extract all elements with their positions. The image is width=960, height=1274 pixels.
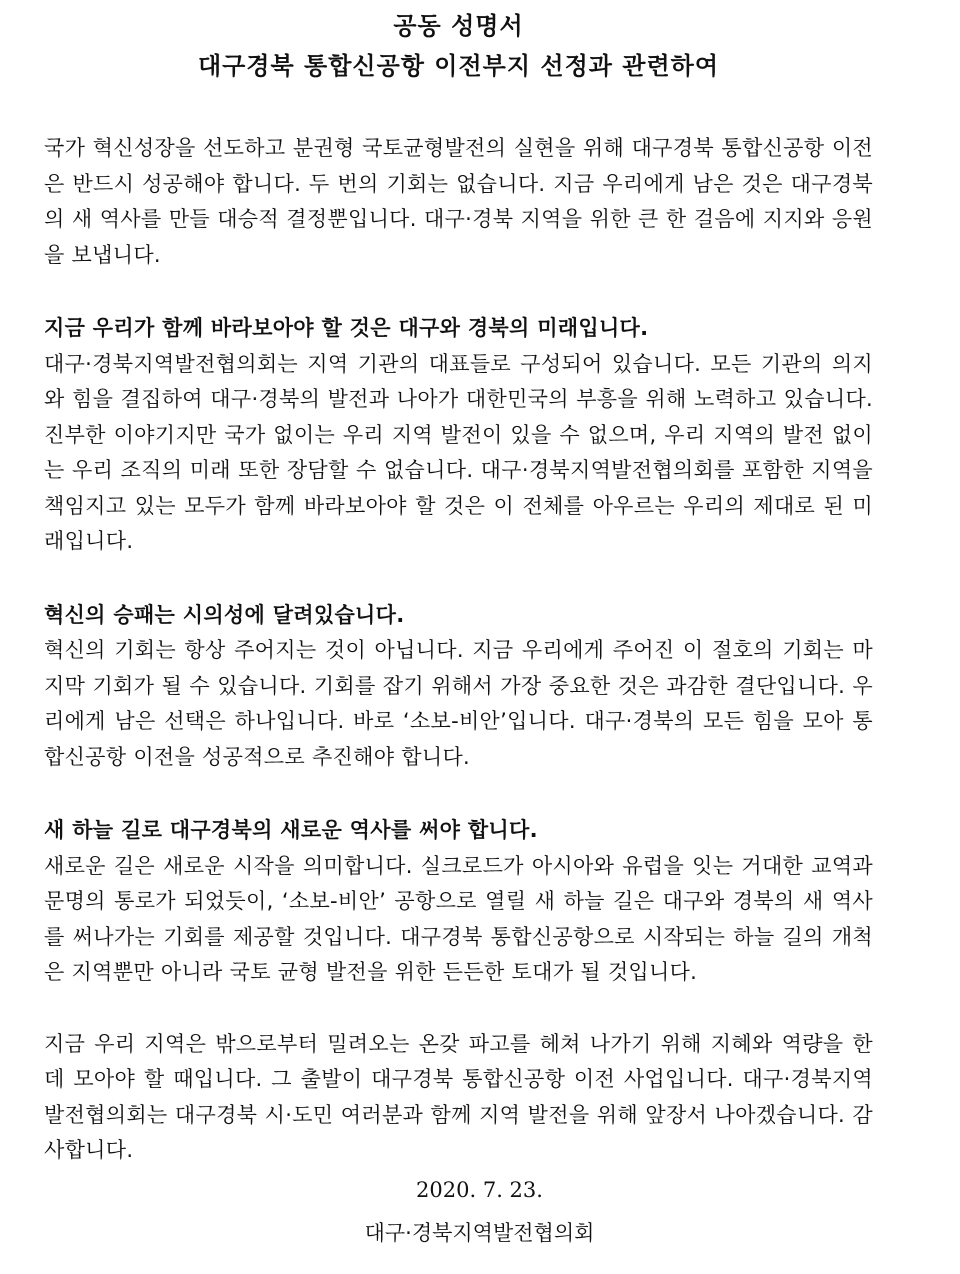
section-heading-future: 지금 우리가 함께 바라보아야 할 것은 대구와 경북의 미래입니다. — [44, 316, 649, 340]
document-title: 공동 성명서 — [393, 12, 524, 40]
section-body-future: 대구·경북지역발전협의회는 지역 기관의 대표들로 구성되어 있습니다. 모든 기관의 의지와 힘을 결집하여 대구·경북의 발전과 나아가 대한민국의 부흥을 위해 노력하고 있습니다. 진부한 이야기지만 국가 없이는 우리 지역 발전이 있을 수 없으며, 우리 지역의 발전 없이는 우리 조직의 미래 또한 장담할 수 없습니다. 대구·경북지역발전협의회를 포함한 지역을 책임지고 있는 모두가 함께 바라보아야 할 것은 이 전체를 아우르는 우리의 제대로 된 미래입니다. — [44, 351, 873, 553]
statement-date: 2020. 7. 23. — [416, 1177, 543, 1202]
signatory-organization: 대구·경북지역발전협의회 — [364, 1221, 595, 1245]
section-body-timeliness: 혁신의 기회는 항상 주어지는 것이 아닙니다. 지금 우리에게 주어진 이 절호의 기회는 마지막 기회가 될 수 있습니다. 기회를 잡기 위해서 가장 중요한 것은 과감한 결단입니다. 우리에게 남은 선택은 하나입니다. 바로 ‘소보-비안’입니다. 대구·경북의 모든 힘을 모아 통합신공항 이전을 성공적으로 추진해야 합니다. — [44, 638, 873, 769]
document-subtitle: 대구경북 통합신공항 이전부지 선정과 관련하여 — [197, 52, 720, 80]
intro-paragraph: 국가 혁신성장을 선도하고 분권형 국토균형발전의 실현을 위해 대구경북 통합신공항 이전은 반드시 성공해야 합니다. 두 번의 기회는 없습니다. 지금 우리에게 남은 것은 대구경북의 새 역사를 만들 대승적 결정뿐입니다. 대구·경북 지역을 위한 큰 한 걸음에 지지와 응원을 보냅니다. — [44, 136, 873, 267]
section-heading-new-skyway: 새 하늘 길로 대구경북의 새로운 역사를 써야 합니다. — [44, 818, 538, 842]
section-body-new-skyway: 새로운 길은 새로운 시작을 의미합니다. 실크로드가 아시아와 유럽을 잇는 거대한 교역과 문명의 통로가 되었듯이, ‘소보-비안’ 공항으로 열릴 새 하늘 길은 대구와 경북의 새 역사를 써나가는 기회를 제공할 것입니다. 대구경북 통합신공항으로 시작되는 하늘 길의 개척은 지역뿐만 아니라 국토 균형 발전을 위한 든든한 토대가 될 것입니다. — [44, 853, 873, 984]
closing-paragraph: 지금 우리 지역은 밖으로부터 밀려오는 온갖 파고를 헤쳐 나가기 위해 지혜와 역량을 한 데 모아야 할 때입니다. 그 출발이 대구경북 통합신공항 이전 사업입니다. 대구·경북지역발전협의회는 대구경북 시·도민 여러분과 함께 지역 발전을 위해 앞장서 나아겠습니다. 감사합니다. — [44, 1031, 873, 1162]
section-heading-timeliness: 혁신의 승패는 시의성에 달려있습니다. — [44, 602, 405, 627]
